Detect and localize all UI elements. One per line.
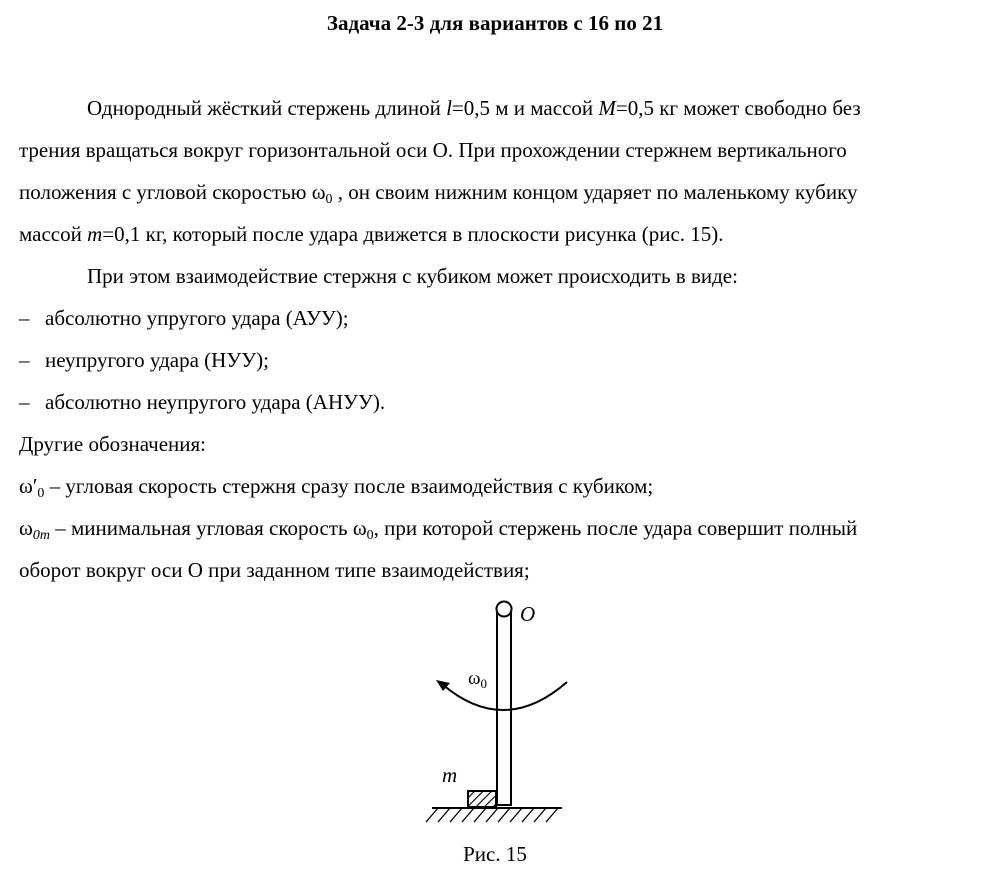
text-span: положения с угловой скоростью ω <box>19 180 326 204</box>
paragraph-1-line-2: трения вращаться вокруг горизонтальной оси О. При прохождении стержнем вертикального <box>19 138 847 162</box>
definition-omega-0m-line-2: оборот вокруг оси O при заданном типе взаимодействия; <box>19 558 530 582</box>
definition-omega-0m <box>19 507 974 549</box>
text-span: Однородный жёсткий стержень длиной <box>87 96 447 120</box>
paragraph-1-line-3 <box>19 171 974 213</box>
figure-rod-diagram <box>410 592 580 837</box>
list-item-text: неупругого удара (НУУ); <box>45 348 269 372</box>
cube <box>468 791 496 807</box>
axis-label: O <box>520 602 536 626</box>
other-notations-heading: Другие обозначения: <box>19 432 207 456</box>
list-item <box>19 297 974 339</box>
symbol-m: m <box>87 222 103 246</box>
pivot-axis <box>497 602 512 617</box>
mass-label: m <box>442 763 458 787</box>
symbol-omega-prime: ω′ <box>19 474 38 498</box>
symbol-l: l <box>446 96 452 120</box>
paragraph-1-line-1 <box>19 87 974 129</box>
list-item <box>19 381 974 423</box>
ground-hatching <box>426 808 558 822</box>
list-item-text: абсолютно упругого удара (АУУ); <box>45 306 349 330</box>
text-span: массой <box>19 222 88 246</box>
symbol-omega: ω <box>19 516 33 540</box>
text-span: =0,5 м и массой <box>451 96 599 120</box>
omega-label: $\omega_0$ <box>468 668 488 691</box>
list-item <box>19 339 974 381</box>
text-span: , при которой стержень после удара совершит полный <box>373 516 858 540</box>
rod <box>497 611 511 805</box>
paragraph-1-line-4 <box>19 213 974 255</box>
list-dash: – <box>19 306 30 330</box>
text-span: =0,1 кг, который после удара движется в плоскости рисунка (рис. 15). <box>102 222 724 246</box>
list-dash: – <box>19 390 30 414</box>
text-span: =0,5 кг может свободно без <box>615 96 861 120</box>
list-item-text: абсолютно неупругого удара (АНУУ). <box>45 390 386 414</box>
subscript: 0 <box>366 528 374 543</box>
text-span: , он своим нижним концом ударяет по маленькому кубику <box>332 180 858 204</box>
list-dash: – <box>19 348 30 372</box>
paragraph-2: При этом взаимодействие стержня с кубиком может происходить в виде: <box>87 264 738 288</box>
text-span: – угловая скорость стержня сразу после взаимодействия с кубиком; <box>44 474 654 498</box>
subscript: 0m <box>32 528 50 543</box>
subscript: 0 <box>325 192 333 207</box>
symbol-M: M <box>598 96 616 120</box>
text-span: – минимальная угловая скорость ω <box>49 516 367 540</box>
definition-omega-prime <box>19 465 974 507</box>
page-title: Задача 2-3 для вариантов с 16 по 21 <box>326 11 664 35</box>
subscript: 0 <box>37 486 45 501</box>
figure-caption: Рис. 15 <box>463 842 527 866</box>
